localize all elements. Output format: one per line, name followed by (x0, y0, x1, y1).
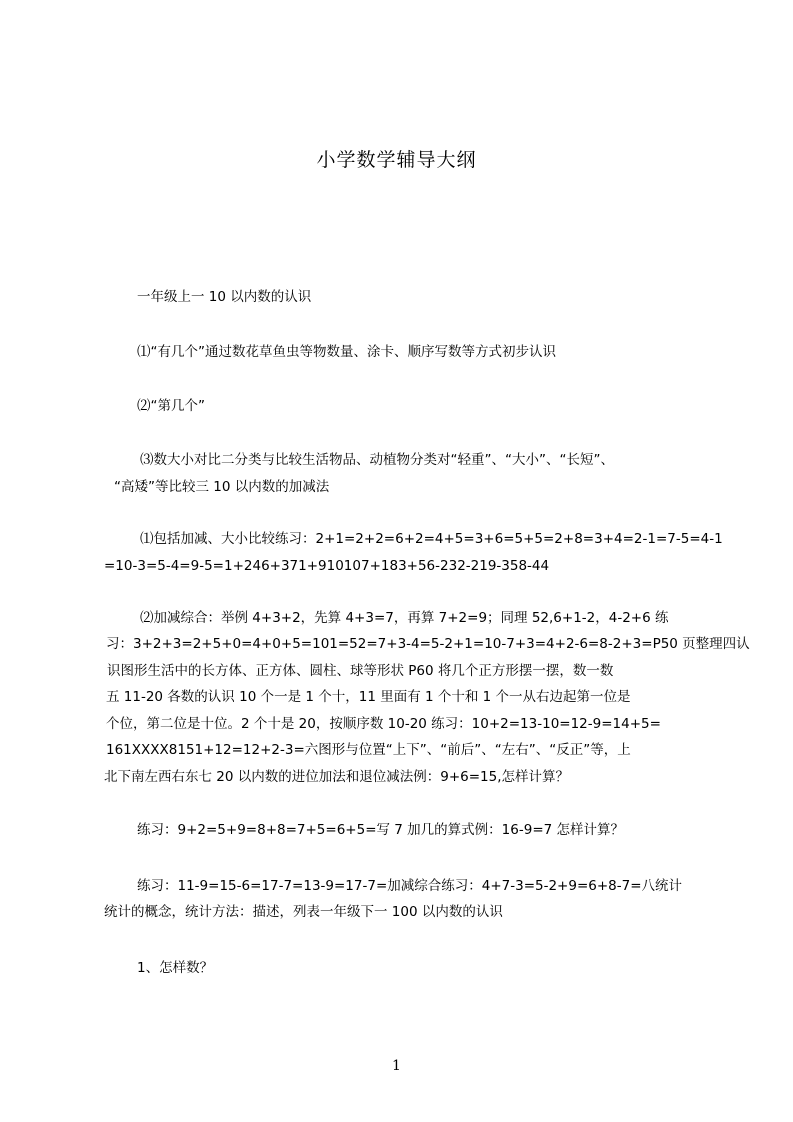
text-line: ⑵加减综合：举例 4+3+2，先算 4+3=7，再算 7+2=9；同理 52,6+1-2，4-2+6 练 (140, 610, 669, 626)
text-line: 1、怎样数？ (137, 960, 214, 976)
text-line: 一年级上一 10 以内数的认识 (137, 289, 312, 305)
text-line: 识图形生活中的长方体、正方体、圆柱、球等形状 P60 将几个正方形摆一摆，数一数 (107, 663, 614, 679)
document-title: 小学数学辅导大纲 (316, 149, 477, 171)
text-line: 统计的概念，统计方法：描述，列表一年级下一 100 以内数的认识 (104, 904, 503, 920)
text-line: “高矮”等比较三 10 以内数的加减法 (114, 479, 330, 495)
text-line: ⑵“第几个” (137, 398, 205, 414)
text-line: ⑶数大小对比二分类与比较生活物品、动植物分类对“轻重”、“大小”、“长短”、 (140, 452, 614, 468)
text-line: 161XXXX8151+12=12+2-3=六图形与位置“上下”、“前后”、“左右”、“反正”等，上 (106, 742, 631, 758)
text-line: 北下南左西右东七 20 以内数的进位加法和退位减法例：9+6=15,怎样计算？ (104, 769, 570, 785)
text-line: =10-3=5-4=9-5=1+246+371+910107+183+56-232-219-358-44 (104, 558, 550, 574)
text-line: ⑴包括加减、大小比较练习：2+1=2+2=6+2=4+5=3+6=5+5=2+8=3+4=2-1=7-5=4-1 (140, 531, 723, 547)
text-line: ⑴“有几个”通过数花草鱼虫等物数量、涂卡、顺序写数等方式初步认识 (137, 344, 556, 360)
text-line: 五 11-20 各数的认识 10 个一是 1 个十，11 里面有 1 个十和 1 个一从右边起第一位是 (106, 689, 631, 705)
text-line: 练习：9+2=5+9=8+8=7+5=6+5=写 7 加几的算式例：16-9=7 怎样计算？ (137, 822, 625, 838)
text-line: 练习：11-9=15-6=17-7=13-9=17-7=加减综合练习：4+7-3=5-2+9=6+8-7=八统计 (137, 878, 683, 894)
text-line: 个位，第二位是十位。2 个十是 20，按顺序数 10-20 练习：10+2=13-10=12-9=14+5= (106, 716, 661, 732)
text-line: 习：3+2+3=2+5+0=4+0+5=101=52=7+3-4=5-2+1=10-7+3=4+2-6=8-2+3=P50 页整理四认 (106, 636, 750, 652)
page-number: 1 (392, 1058, 401, 1074)
